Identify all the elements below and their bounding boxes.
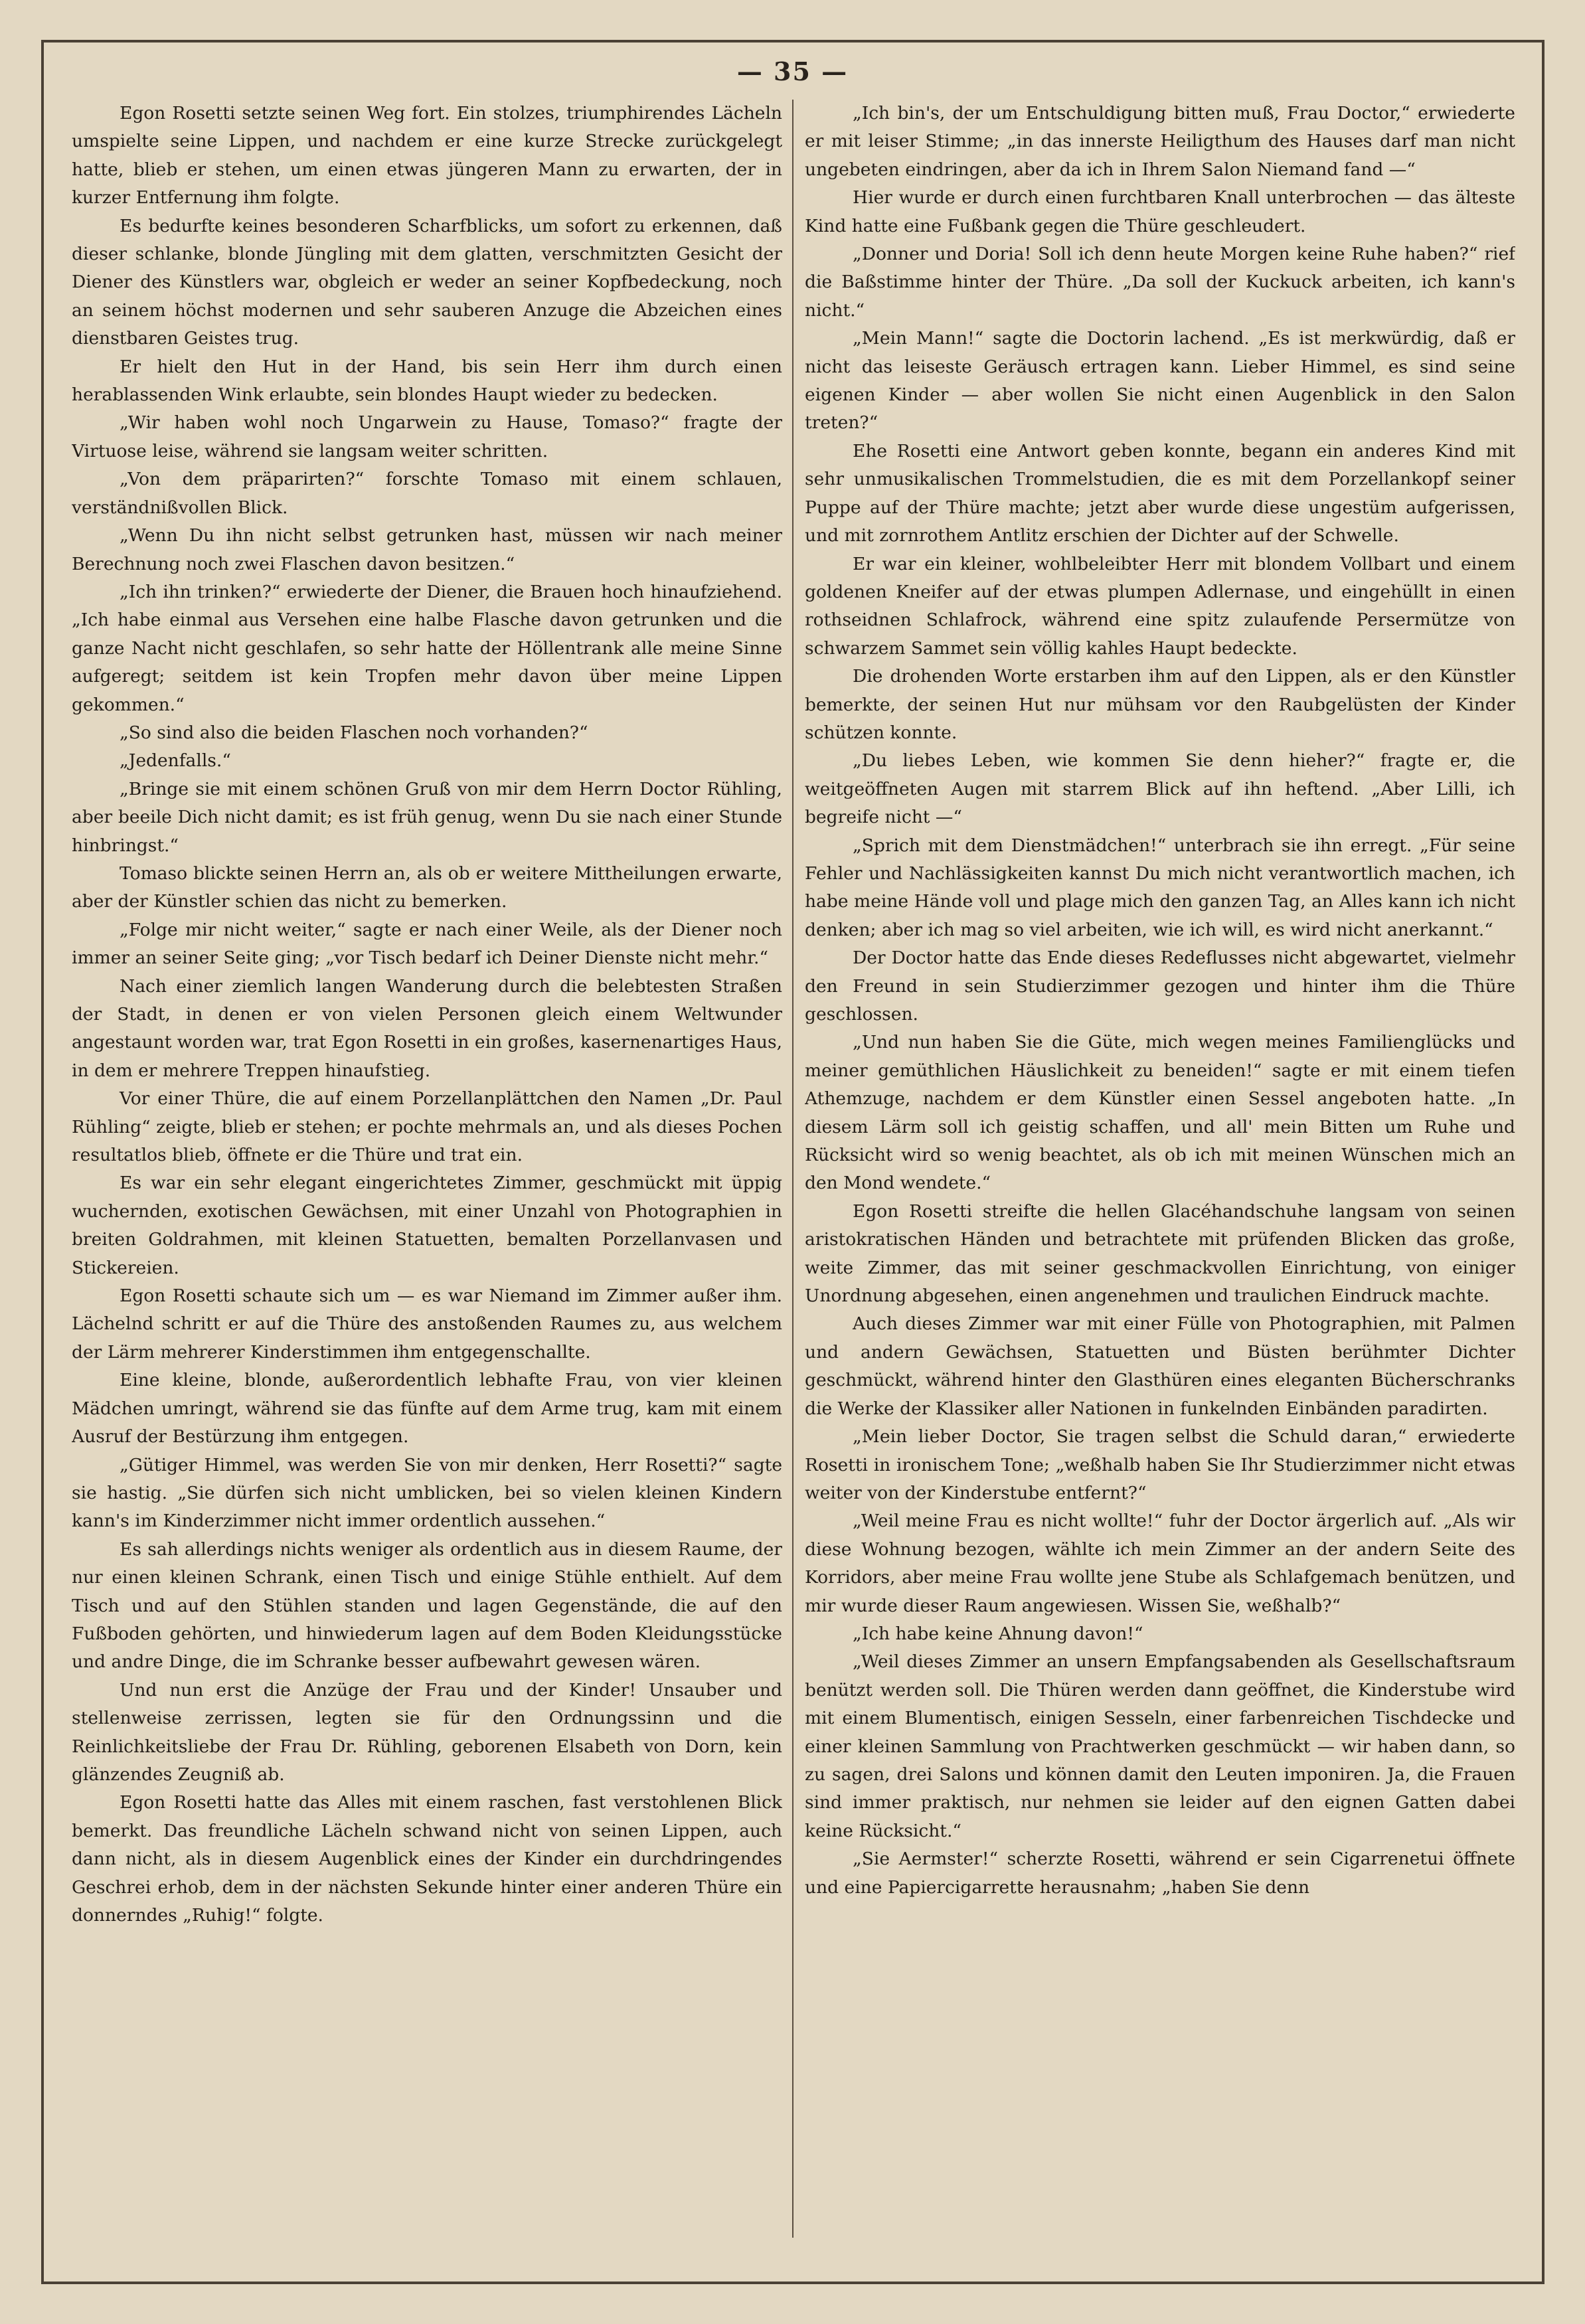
column-divider <box>792 100 793 2238</box>
paragraph: Egon Rosetti streifte die hellen Glacéhandschuhe langsam von seinen aristokratischen Händen und betrachtete mit prüfenden Blicken das große, weite Zimmer, das mit seiner geschmackvollen Einrichtung, von einiger Unordnung abgesehen, einen angenehmen und traulichen Eindruck machte. <box>805 1201 1515 1307</box>
paragraph: „Mein Mann!“ sagte die Doctorin lachend. „Es ist merkwürdig, daß er nicht das leiseste Geräusch ertragen kann. Lieber Himmel, es sind seine eigenen Kinder — aber wollen Sie nicht einen Augenblick in den Salon treten?“ <box>805 328 1515 434</box>
paragraph: „Folge mir nicht weiter,“ sagte er nach einer Weile, als der Diener noch immer an seiner Seite ging; „vor Tisch bedarf ich Deiner Dienste nicht mehr.“ <box>72 919 782 969</box>
paragraph: „Gütiger Himmel, was werden Sie von mir denken, Herr Rosetti?“ sagte sie hastig. „Sie dürfen sich nicht umblicken, bei so vielen kleinen Kindern kann's im Kinderzimmer nicht immer ordentlich aussehen.“ <box>72 1454 782 1532</box>
paragraph: „Ich habe keine Ahnung davon!“ <box>853 1623 1143 1644</box>
paragraph: Und nun erst die Anzüge der Frau und der Kinder! Unsauber und stellenweise zerrissen, legten sie für den Ordnungssinn und die Reinlichkeitsliebe der Frau Dr. Rühling, geborenen Elsabeth von Dorn, kein glänzendes Zeugniß ab. <box>72 1679 782 1785</box>
paragraph: Es sah allerdings nichts weniger als ordentlich aus in diesem Raume, der nur einen kleinen Schrank, einen Tisch und einige Stühle enthielt. Auf dem Tisch und auf den Stühlen standen und lagen Gegenstände, die auf den Fußboden gehörten, und hinwiederum lagen auf dem Boden Kleidungsstücke und andre Dinge, die im Schranke besser aufbewahrt gewesen wären. <box>72 1538 782 1673</box>
paragraph: „Jedenfalls.“ <box>120 750 231 772</box>
paragraph: Es bedurfte keines besonderen Scharfblicks, um sofort zu erkennen, daß dieser schlanke, blonde Jüngling mit dem glatten, verschmitzten Gesicht der Diener des Künstlers war, obgleich er weder an seiner Kopfbedeckung, noch an seinem höchst modernen und sehr sauberen Anzuge die Abzeichen eines dienstbaren Geistes trug. <box>72 215 782 349</box>
page-number: — 35 — <box>736 56 849 86</box>
paragraph: „Weil dieses Zimmer an unsern Empfangsabenden als Gesellschaftsraum benützt werden soll. Die Thüren werden dann geöffnet, die Kinderstube wird mit einem Blumentisch, einigen Sesseln, einer farbenreichen Tischdecke und einer kleinen Sammlung von Prachtwerken geschmückt — wir haben dann, so zu sagen, drei Salons und können damit den Leuten imponiren. Ja, die Frauen sind immer praktisch, nur nehmen sie leider auf den eignen Gatten dabei keine Rücksicht.“ <box>805 1651 1515 1841</box>
paragraph: „Von dem präparirten?“ forschte Tomaso mit einem schlauen, verständnißvollen Blick. <box>72 469 782 518</box>
paragraph: Die drohenden Worte erstarben ihm auf den Lippen, als er den Künstler bemerkte, der seinen Hut nur mühsam vor den Raubgelüsten der Kinder schützen konnte. <box>805 666 1515 743</box>
paragraph: Er hielt den Hut in der Hand, bis sein Herr ihm durch einen herablassenden Wink erlaubte, sein blondes Haupt wieder zu bedecken. <box>72 356 782 406</box>
paragraph: „Weil meine Frau es nicht wollte!“ fuhr der Doctor ärgerlich auf. „Als wir diese Wohnung bezogen, wählte ich mein Zimmer an der andern Seite des Korridors, aber meine Frau wollte jene Stube als Schlafgemach benützen, und mir wurde dieser Raum angewiesen. Wissen Sie, weßhalb?“ <box>805 1511 1515 1616</box>
paragraph: „Sprich mit dem Dienstmädchen!“ unterbrach sie ihn erregt. „Für seine Fehler und Nachlässigkeiten kannst Du mich nicht verantwortlich machen, ich habe meine Hände voll und plage mich den ganzen Tag, an Alles kann ich nicht denken; aber ich mag so viel arbeiten, wie ich will, es wird nicht anerkannt.“ <box>805 835 1515 940</box>
paragraph: „Mein lieber Doctor, Sie tragen selbst die Schuld daran,“ erwiederte Rosetti in ironischem Tone; „weßhalb haben Sie Ihr Studierzimmer nicht etwas weiter von der Kinderstube entfernt?“ <box>805 1426 1515 1503</box>
paragraph: Ehe Rosetti eine Antwort geben konnte, begann ein anderes Kind mit sehr unmusikalischen Trommelstudien, die es mit dem Porzellankopf seiner Puppe auf der Thüre machte; jetzt aber wurde diese ungestüm aufgerissen, und mit zornrothem Antlitz erschien der Dichter auf der Schwelle. <box>805 440 1515 546</box>
paragraph: „Wir haben wohl noch Ungarwein zu Hause, Tomaso?“ fragte der Virtuose leise, während sie langsam weiter schritten. <box>72 412 782 461</box>
right-column <box>805 100 1515 2228</box>
paragraph: „Wenn Du ihn nicht selbst getrunken hast, müssen wir nach meiner Berechnung noch zwei Flaschen davon besitzen.“ <box>72 525 782 574</box>
paragraph: Hier wurde er durch einen furchtbaren Knall unterbrochen — das älteste Kind hatte eine Fußbank gegen die Thüre geschleudert. <box>805 187 1515 236</box>
paragraph: Egon Rosetti setzte seinen Weg fort. Ein stolzes, triumphirendes Lächeln umspielte seine Lippen, und nachdem er eine kurze Strecke zurückgelegt hatte, blieb er stehen, um einen etwas jüngeren Mann zu erwarten, der in kurzer Entfernung ihm folgte. <box>72 103 782 208</box>
paragraph: Er war ein kleiner, wohlbeleibter Herr mit blondem Vollbart und einem goldenen Kneifer auf der etwas plumpen Adlernase, und eingehüllt in einen rothseidnen Schlafrock, während eine spitz zulaufende Persermütze von schwarzem Sammet sein völlig kahles Haupt bedeckte. <box>805 553 1515 659</box>
paragraph: Egon Rosetti schaute sich um — es war Niemand im Zimmer außer ihm. Lächelnd schritt er auf die Thüre des anstoßenden Raumes zu, aus welchem der Lärm mehrerer Kinderstimmen ihm entgegenschallte. <box>72 1286 782 1363</box>
paragraph: Es war ein sehr elegant eingerichtetes Zimmer, geschmückt mit üppig wuchernden, exotischen Gewächsen, mit einer Unzahl von Photographien in breiten Goldrahmen, mit kleinen Statuetten, bemalten Porzellanvasen und Stickereien. <box>72 1173 782 1278</box>
paragraph: „Du liebes Leben, wie kommen Sie denn hieher?“ fragte er, die weitgeöffneten Augen mit starrem Blick auf ihn heftend. „Aber Lilli, ich begreife nicht —“ <box>805 750 1515 828</box>
paragraph: Eine kleine, blonde, außerordentlich lebhafte Frau, von vier kleinen Mädchen umringt, während sie das fünfte auf dem Arme trug, kam mit einem Ausruf der Bestürzung ihm entgegen. <box>72 1370 782 1448</box>
paragraph: Vor einer Thüre, die auf einem Porzellanplättchen den Namen „Dr. Paul Rühling“ zeigte, blieb er stehen; er pochte mehrmals an, und als dieses Pochen resultatlos blieb, öffnete er die Thüre und trat ein. <box>72 1088 782 1166</box>
paragraph: Auch dieses Zimmer war mit einer Fülle von Photographien, mit Palmen und andern Gewächsen, Statuetten und Büsten berühmter Dichter geschmückt, während hinter den Glasthüren eines eleganten Bücherschranks die Werke der Klassiker aller Nationen in funkelnden Einbänden paradirten. <box>805 1313 1515 1419</box>
left-column <box>72 100 782 2228</box>
paragraph: „Donner und Doria! Soll ich denn heute Morgen keine Ruhe haben?“ rief die Baßstimme hinter der Thüre. „Da soll der Kuckuck arbeiten, ich kann's nicht.“ <box>805 244 1515 321</box>
paragraph: „Und nun haben Sie die Güte, mich wegen meines Familienglücks und meiner gemüthlichen Häuslichkeit zu beneiden!“ sagte er mit einem tiefen Athemzuge, nachdem er dem Künstler einen Sessel angeboten hatte. „In diesem Lärm soll ich geistig schaffen, und all' mein Bitten um Ruhe und Rücksicht wird so wenig beachtet, als ob ich mit meinen Wünschen mich an den Mond wendete.“ <box>805 1032 1515 1194</box>
paragraph: Nach einer ziemlich langen Wanderung durch die belebtesten Straßen der Stadt, in denen er von vielen Personen gleich einem Weltwunder angestaunt worden war, trat Egon Rosetti in ein großes, kasernenartiges Haus, in dem er mehrere Treppen hinaufstieg. <box>72 975 782 1081</box>
paragraph: Tomaso blickte seinen Herrn an, als ob er weitere Mittheilungen erwarte, aber der Künstler schien das nicht zu bemerken. <box>72 863 782 912</box>
paragraph: „Bringe sie mit einem schönen Gruß von mir dem Herrn Doctor Rühling, aber beeile Dich nicht damit; es ist früh genug, wenn Du sie nach einer Stunde hinbringst.“ <box>72 778 782 856</box>
paragraph: „Ich ihn trinken?“ erwiederte der Diener, die Brauen hoch hinaufziehend. „Ich habe einmal aus Versehen eine halbe Flasche davon getrunken und die ganze Nacht nicht geschlafen, so sehr hatte der Höllentrank alle meine Sinne aufgeregt; seitdem ist kein Tropfen mehr davon über meine Lippen gekommen.“ <box>72 581 782 715</box>
paragraph: Der Doctor hatte das Ende dieses Redeflusses nicht abgewartet, vielmehr den Freund in sein Studierzimmer gezogen und hinter ihm die Thüre geschlossen. <box>805 948 1515 1025</box>
paragraph: „So sind also die beiden Flaschen noch vorhanden?“ <box>120 722 588 743</box>
paragraph: Egon Rosetti hatte das Alles mit einem raschen, fast verstohlenen Blick bemerkt. Das freundliche Lächeln schwand nicht von seinen Lippen, auch dann nicht, als in diesem Augenblick eines der Kinder ein durchdringendes Geschrei erhob, dem in der nächsten Sekunde hinter einer anderen Thüre ein donnerndes „Ruhig!“ folgte. <box>72 1792 782 1926</box>
paragraph: „Sie Aermster!“ scherzte Rosetti, während er sein Cigarrenetui öffnete und eine Papiercigarrette herausnahm; „haben Sie denn <box>805 1849 1515 1898</box>
paragraph: „Ich bin's, der um Entschuldigung bitten muß, Frau Doctor,“ erwiederte er mit leiser Stimme; „in das innerste Heiligthum des Hauses darf man nicht ungebeten eindringen, aber da ich in Ihrem Salon Niemand fand —“ <box>805 103 1515 180</box>
